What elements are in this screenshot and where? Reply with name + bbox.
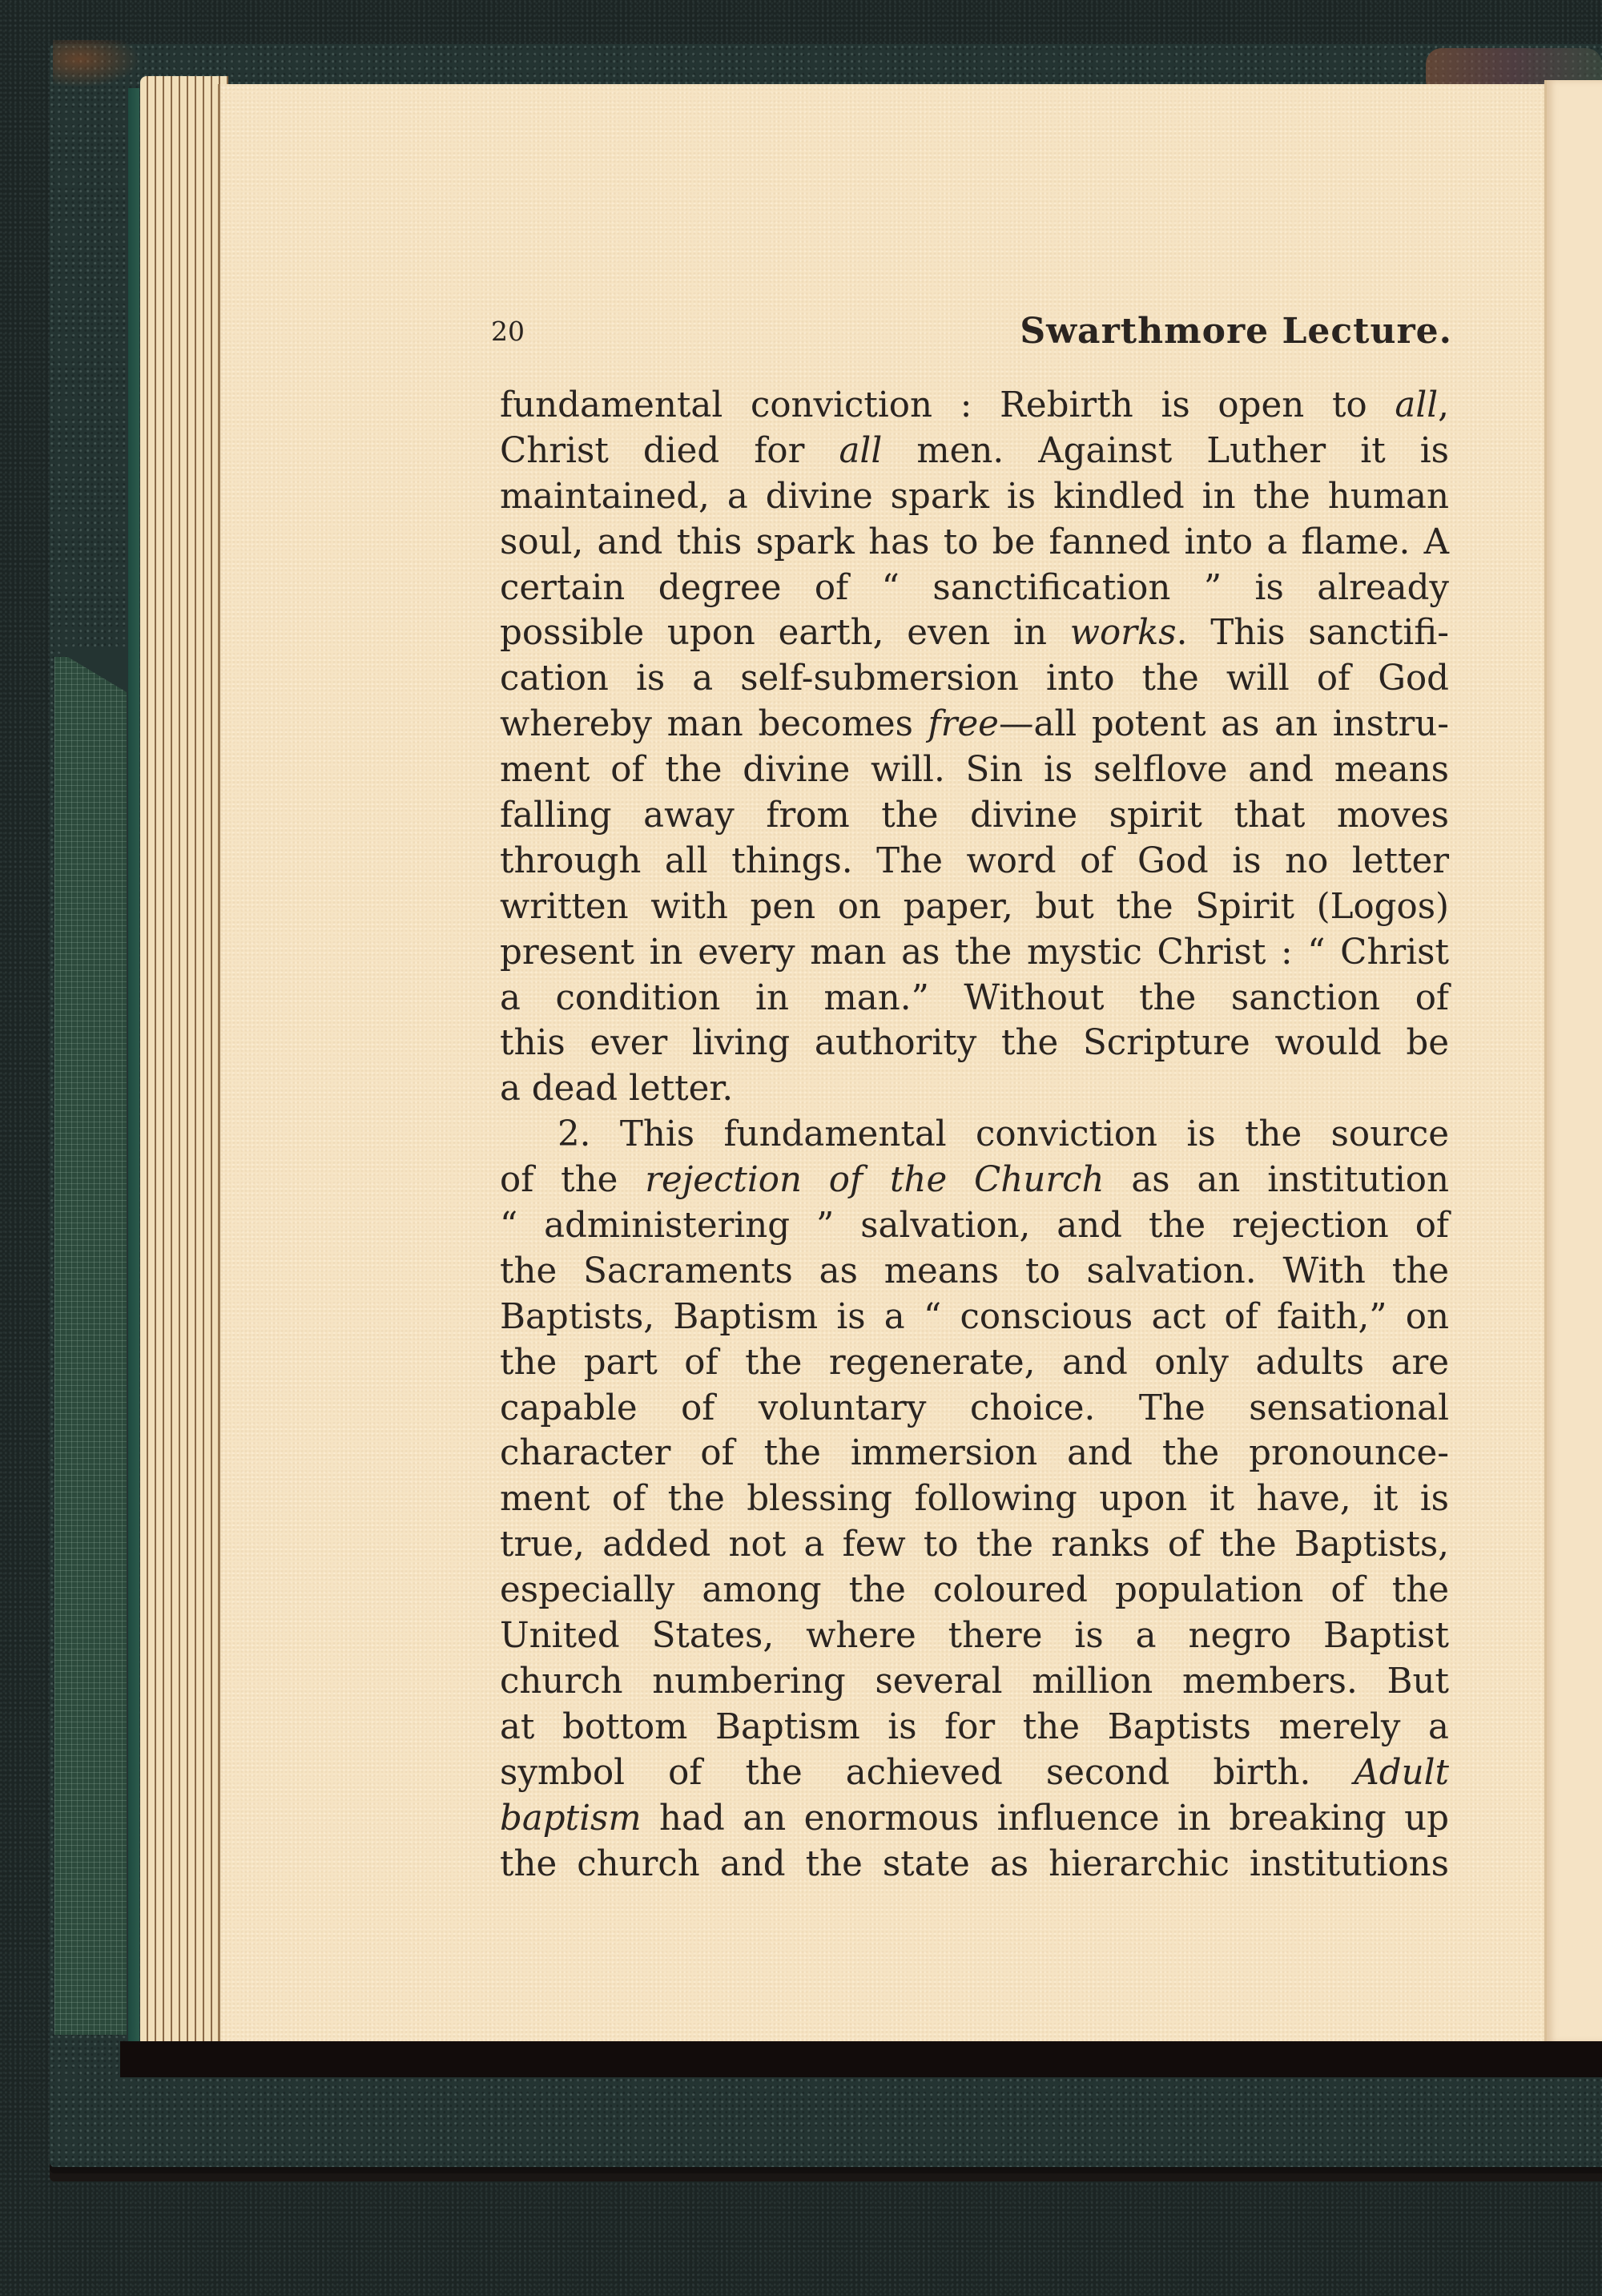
text-run: ment of the blessing following upon it have, it is xyxy=(500,1479,1449,1520)
text-run: present in every man as the mystic Christ : “ Christ xyxy=(500,932,1449,973)
text-run: church numbering several million members. But xyxy=(500,1661,1449,1702)
text-run: especially among the coloured population of the xyxy=(500,1570,1449,1611)
text-run: true, added not a few to the ranks of the Baptists, xyxy=(500,1525,1449,1565)
text-line xyxy=(500,1295,1449,1340)
text-run: —all potent as an instru- xyxy=(998,704,1449,745)
text-run: , xyxy=(1438,385,1449,425)
text-run: the part of the regenerate, and only adults are xyxy=(500,1342,1449,1383)
text-line xyxy=(500,747,1449,793)
text-line xyxy=(500,793,1449,839)
text-line xyxy=(500,884,1449,930)
text-run: ment of the divine will. Sin is selflove and means xyxy=(500,750,1449,791)
cover-bottom-edge xyxy=(120,2041,1602,2077)
text-line xyxy=(500,1842,1449,1887)
text-run: 2. This fundamental conviction is the source xyxy=(557,1114,1449,1155)
italic-emphasis: baptism xyxy=(500,1798,642,1839)
text-run: had an enormous influence in breaking up xyxy=(641,1798,1449,1839)
text-run: character of the immersion and the pronounce- xyxy=(500,1433,1449,1474)
text-line xyxy=(500,566,1449,611)
running-title: Swarthmore Lecture. xyxy=(1020,311,1452,352)
text-run: “ administering ” salvation, and the rejection of xyxy=(500,1206,1449,1247)
text-run: at bottom Baptism is for the Baptists merely a xyxy=(500,1706,1449,1747)
text-run: written with pen on paper, but the Spirit (Logos) xyxy=(500,886,1449,927)
text-run: falling away from the divine spirit that moves xyxy=(500,796,1449,836)
text-run: this ever living authority the Scripture would be xyxy=(500,1023,1449,1064)
text-run: as an institution xyxy=(1104,1160,1449,1201)
facing-page-gutter xyxy=(1544,80,1602,2043)
body-text xyxy=(500,383,1449,1887)
text-line xyxy=(500,1340,1449,1386)
text-line xyxy=(500,1796,1449,1842)
text-line xyxy=(500,1522,1449,1568)
italic-emphasis: all xyxy=(1395,385,1439,425)
text-line xyxy=(500,1112,1449,1158)
italic-emphasis: all xyxy=(839,430,883,471)
text-run: men. Against Luther it is xyxy=(882,430,1449,471)
page-number: 20 xyxy=(491,316,525,347)
text-line xyxy=(500,930,1449,976)
italic-emphasis: Adult xyxy=(1354,1752,1449,1793)
text-line xyxy=(500,839,1449,884)
text-run: whereby man becomes xyxy=(500,704,928,745)
text-line xyxy=(500,1066,1449,1112)
text-run: a condition in man.” Without the sanction of xyxy=(500,977,1449,1018)
italic-emphasis: rejection of the Church xyxy=(645,1160,1105,1201)
text-line xyxy=(500,1705,1449,1750)
endpaper-hinge xyxy=(128,88,139,2043)
text-line xyxy=(500,656,1449,702)
text-run: of the xyxy=(500,1160,646,1201)
text-run: fundamental conviction : Rebirth is open to xyxy=(500,385,1395,425)
text-line xyxy=(500,1568,1449,1613)
text-run: capable of voluntary choice. The sensational xyxy=(500,1388,1449,1428)
text-run: soul, and this spark has to be fanned into a flame. A xyxy=(500,522,1449,562)
text-line xyxy=(500,429,1449,474)
text-run: a dead letter. xyxy=(500,1069,734,1110)
text-run: cation is a self-submersion into the will of God xyxy=(500,659,1449,699)
text-line xyxy=(500,610,1449,656)
text-run: Baptists, Baptism is a “ conscious act of faith,” on xyxy=(500,1296,1449,1337)
text-line xyxy=(500,1386,1449,1432)
text-line xyxy=(500,383,1449,429)
cloth-spine-strip xyxy=(54,657,127,2035)
running-header xyxy=(491,311,1452,359)
text-line xyxy=(500,1203,1449,1249)
text-line xyxy=(500,474,1449,520)
text-line xyxy=(500,702,1449,747)
text-line xyxy=(500,1249,1449,1295)
text-line xyxy=(500,1613,1449,1659)
italic-emphasis: works xyxy=(1069,613,1177,654)
text-run: possible upon earth, even in xyxy=(500,613,1070,654)
text-line xyxy=(500,976,1449,1021)
italic-emphasis: free xyxy=(928,704,999,745)
text-run: the Sacraments as means to salvation. With the xyxy=(500,1251,1449,1291)
text-line xyxy=(500,1431,1449,1476)
text-line xyxy=(500,1021,1449,1066)
text-line xyxy=(500,1750,1449,1796)
text-run: through all things. The word of God is no letter xyxy=(500,840,1449,881)
text-line xyxy=(500,1158,1449,1203)
text-run: certain degree of “ sanctification ” is already xyxy=(500,567,1449,608)
text-run: . This sanctifi- xyxy=(1176,613,1449,654)
text-run: Christ died for xyxy=(500,430,839,471)
page-block-edges xyxy=(140,76,228,2047)
cover-wear-corner xyxy=(53,40,141,88)
text-run: symbol of the achieved second birth. xyxy=(500,1752,1354,1793)
text-run: United States, where there is a negro Baptist xyxy=(500,1616,1449,1657)
text-line xyxy=(500,1659,1449,1705)
text-line xyxy=(500,520,1449,566)
text-line xyxy=(500,1476,1449,1522)
text-run: the church and the state as hierarchic institutions xyxy=(500,1843,1449,1884)
text-run: maintained, a divine spark is kindled in the human xyxy=(500,476,1449,517)
